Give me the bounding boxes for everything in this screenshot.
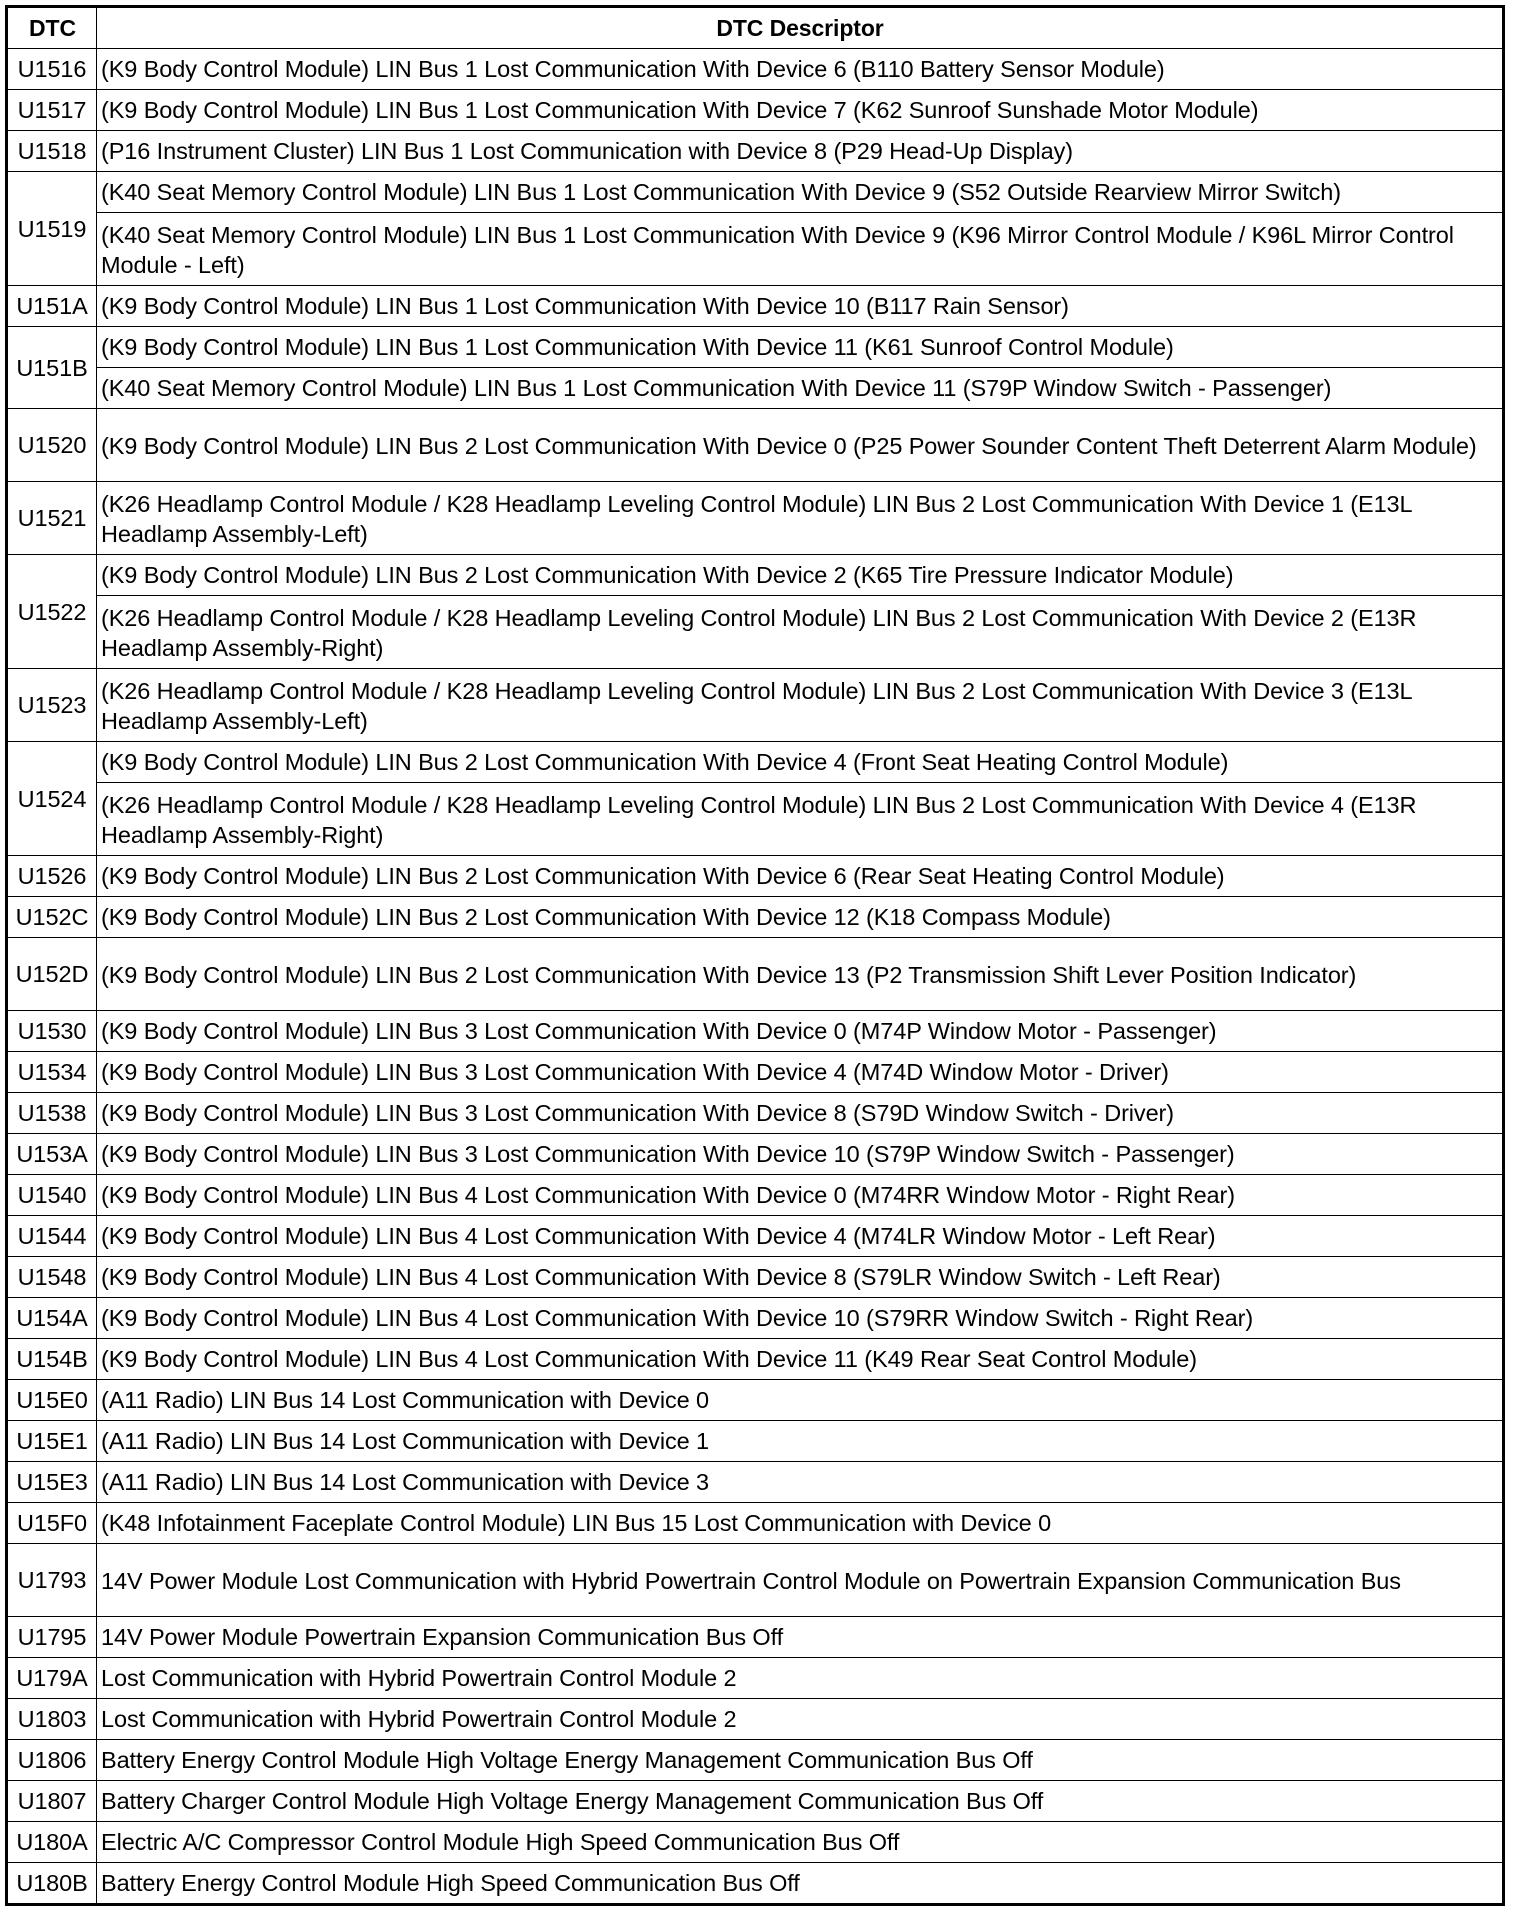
dtc-code: U154B [7, 1339, 97, 1380]
dtc-code: U1517 [7, 90, 97, 131]
table-row [7, 555, 1504, 596]
dtc-descriptor: (K48 Infotainment Faceplate Control Module) LIN Bus 15 Lost Communication with Device 0 [97, 1503, 1504, 1544]
table-row [7, 1544, 1504, 1617]
dtc-code: U151B [7, 327, 97, 409]
dtc-code: U151A [7, 286, 97, 327]
dtc-descriptor: (K9 Body Control Module) LIN Bus 1 Lost Communication With Device 6 (B110 Battery Sensor Module) [97, 49, 1504, 90]
dtc-code: U153A [7, 1134, 97, 1175]
table-row [7, 1421, 1504, 1462]
dtc-descriptor: (K9 Body Control Module) LIN Bus 4 Lost Communication With Device 10 (S79RR Window Switch - Right Rear) [97, 1298, 1504, 1339]
table-row [7, 1257, 1504, 1298]
dtc-code: U15E0 [7, 1380, 97, 1421]
table-header-row [7, 7, 1504, 49]
dtc-descriptor: (K9 Body Control Module) LIN Bus 3 Lost Communication With Device 4 (M74D Window Motor - Driver) [97, 1052, 1504, 1093]
table-row [7, 1699, 1504, 1740]
dtc-descriptor: (K9 Body Control Module) LIN Bus 2 Lost Communication With Device 4 (Front Seat Heating Control Module) [97, 742, 1504, 783]
dtc-descriptor: (K9 Body Control Module) LIN Bus 4 Lost Communication With Device 4 (M74LR Window Motor - Left Rear) [97, 1216, 1504, 1257]
dtc-descriptor: 14V Power Module Powertrain Expansion Communication Bus Off [97, 1617, 1504, 1658]
table-row [7, 1503, 1504, 1544]
dtc-code: U1526 [7, 856, 97, 897]
table-row [7, 1052, 1504, 1093]
table-row [7, 1380, 1504, 1421]
table-row [7, 1658, 1504, 1699]
dtc-code: U180B [7, 1863, 97, 1905]
dtc-code: U180A [7, 1822, 97, 1863]
dtc-code: U152C [7, 897, 97, 938]
dtc-descriptor: Lost Communication with Hybrid Powertrain Control Module 2 [97, 1658, 1504, 1699]
table-body [7, 49, 1504, 1905]
dtc-code: U1548 [7, 1257, 97, 1298]
dtc-descriptor: Battery Energy Control Module High Voltage Energy Management Communication Bus Off [97, 1740, 1504, 1781]
table-row [7, 1781, 1504, 1822]
dtc-code: U1522 [7, 555, 97, 669]
dtc-code: U1518 [7, 131, 97, 172]
dtc-code: U1530 [7, 1011, 97, 1052]
column-header-dtc: DTC [7, 7, 97, 49]
dtc-descriptor: (P16 Instrument Cluster) LIN Bus 1 Lost Communication with Device 8 (P29 Head-Up Display) [97, 131, 1504, 172]
dtc-descriptor: (K9 Body Control Module) LIN Bus 4 Lost Communication With Device 11 (K49 Rear Seat Control Module) [97, 1339, 1504, 1380]
dtc-table [5, 5, 1505, 1906]
table-row [7, 1863, 1504, 1905]
dtc-code: U1521 [7, 482, 97, 555]
table-row [7, 1822, 1504, 1863]
dtc-descriptor: Battery Energy Control Module High Speed Communication Bus Off [97, 1863, 1504, 1905]
table-row [7, 1462, 1504, 1503]
table-row [7, 1740, 1504, 1781]
table-row [7, 368, 1504, 409]
table-row [7, 669, 1504, 742]
table-row [7, 938, 1504, 1011]
table-row [7, 856, 1504, 897]
dtc-descriptor: (K9 Body Control Module) LIN Bus 4 Lost Communication With Device 8 (S79LR Window Switch - Left Rear) [97, 1257, 1504, 1298]
dtc-descriptor: (K26 Headlamp Control Module / K28 Headlamp Leveling Control Module) LIN Bus 2 Lost Communication With Device 4 (E13R Headlamp Assembly-Right) [97, 783, 1504, 856]
table-row [7, 1011, 1504, 1052]
dtc-code: U1793 [7, 1544, 97, 1617]
table-row [7, 49, 1504, 90]
table-row [7, 409, 1504, 482]
dtc-descriptor: (A11 Radio) LIN Bus 14 Lost Communication with Device 1 [97, 1421, 1504, 1462]
dtc-code: U1803 [7, 1699, 97, 1740]
table-row [7, 742, 1504, 783]
dtc-descriptor: (K9 Body Control Module) LIN Bus 2 Lost Communication With Device 13 (P2 Transmission Shift Lever Position Indicator) [97, 938, 1504, 1011]
table-row [7, 783, 1504, 856]
dtc-code: U179A [7, 1658, 97, 1699]
table-row [7, 131, 1504, 172]
table-row [7, 1216, 1504, 1257]
dtc-descriptor: (K40 Seat Memory Control Module) LIN Bus 1 Lost Communication With Device 9 (S52 Outside Rearview Mirror Switch) [97, 172, 1504, 213]
dtc-code: U15E1 [7, 1421, 97, 1462]
dtc-code: U1544 [7, 1216, 97, 1257]
dtc-code: U154A [7, 1298, 97, 1339]
dtc-descriptor: (K26 Headlamp Control Module / K28 Headlamp Leveling Control Module) LIN Bus 2 Lost Communication With Device 3 (E13L Headlamp Assembly-Left) [97, 669, 1504, 742]
table-row [7, 327, 1504, 368]
table-row [7, 596, 1504, 669]
dtc-descriptor: (A11 Radio) LIN Bus 14 Lost Communication with Device 3 [97, 1462, 1504, 1503]
column-header-descriptor: DTC Descriptor [97, 7, 1504, 49]
dtc-descriptor: (K9 Body Control Module) LIN Bus 3 Lost Communication With Device 0 (M74P Window Motor - Passenger) [97, 1011, 1504, 1052]
table-row [7, 172, 1504, 213]
dtc-descriptor: Electric A/C Compressor Control Module High Speed Communication Bus Off [97, 1822, 1504, 1863]
dtc-code: U1523 [7, 669, 97, 742]
table-row [7, 1093, 1504, 1134]
table-row [7, 1134, 1504, 1175]
dtc-code: U1538 [7, 1093, 97, 1134]
table-row [7, 1175, 1504, 1216]
dtc-code: U1524 [7, 742, 97, 856]
dtc-descriptor: 14V Power Module Lost Communication with Hybrid Powertrain Control Module on Powertrain Expansion Communication Bus [97, 1544, 1504, 1617]
dtc-descriptor: (K9 Body Control Module) LIN Bus 3 Lost Communication With Device 10 (S79P Window Switch - Passenger) [97, 1134, 1504, 1175]
dtc-descriptor: (K40 Seat Memory Control Module) LIN Bus 1 Lost Communication With Device 9 (K96 Mirror Control Module / K96L Mirror Control Module - Left) [97, 213, 1504, 286]
dtc-descriptor: (K9 Body Control Module) LIN Bus 3 Lost Communication With Device 8 (S79D Window Switch - Driver) [97, 1093, 1504, 1134]
table-row [7, 897, 1504, 938]
dtc-code: U1540 [7, 1175, 97, 1216]
dtc-code: U15F0 [7, 1503, 97, 1544]
table-row [7, 1617, 1504, 1658]
table-row [7, 1298, 1504, 1339]
dtc-descriptor: (K9 Body Control Module) LIN Bus 1 Lost Communication With Device 7 (K62 Sunroof Sunshade Motor Module) [97, 90, 1504, 131]
table-row [7, 90, 1504, 131]
dtc-code: U1534 [7, 1052, 97, 1093]
dtc-code: U1806 [7, 1740, 97, 1781]
dtc-code: U152D [7, 938, 97, 1011]
dtc-code: U1795 [7, 1617, 97, 1658]
table-row [7, 213, 1504, 286]
dtc-code: U1807 [7, 1781, 97, 1822]
dtc-descriptor: (K9 Body Control Module) LIN Bus 1 Lost Communication With Device 11 (K61 Sunroof Control Module) [97, 327, 1504, 368]
dtc-descriptor: (K9 Body Control Module) LIN Bus 2 Lost Communication With Device 2 (K65 Tire Pressure Indicator Module) [97, 555, 1504, 596]
dtc-descriptor: (K9 Body Control Module) LIN Bus 2 Lost Communication With Device 12 (K18 Compass Module) [97, 897, 1504, 938]
table-row [7, 482, 1504, 555]
dtc-code: U1516 [7, 49, 97, 90]
dtc-descriptor: (K9 Body Control Module) LIN Bus 1 Lost Communication With Device 10 (B117 Rain Sensor) [97, 286, 1504, 327]
dtc-descriptor: Lost Communication with Hybrid Powertrain Control Module 2 [97, 1699, 1504, 1740]
dtc-descriptor: Battery Charger Control Module High Voltage Energy Management Communication Bus Off [97, 1781, 1504, 1822]
dtc-descriptor: (K40 Seat Memory Control Module) LIN Bus 1 Lost Communication With Device 11 (S79P Window Switch - Passenger) [97, 368, 1504, 409]
dtc-descriptor: (K9 Body Control Module) LIN Bus 2 Lost Communication With Device 6 (Rear Seat Heating Control Module) [97, 856, 1504, 897]
dtc-code: U1520 [7, 409, 97, 482]
dtc-descriptor: (K26 Headlamp Control Module / K28 Headlamp Leveling Control Module) LIN Bus 2 Lost Communication With Device 2 (E13R Headlamp Assembly-Right) [97, 596, 1504, 669]
table-row [7, 1339, 1504, 1380]
dtc-descriptor: (K9 Body Control Module) LIN Bus 2 Lost Communication With Device 0 (P25 Power Sounder Content Theft Deterrent Alarm Module) [97, 409, 1504, 482]
dtc-code: U15E3 [7, 1462, 97, 1503]
dtc-descriptor: (A11 Radio) LIN Bus 14 Lost Communication with Device 0 [97, 1380, 1504, 1421]
dtc-descriptor: (K9 Body Control Module) LIN Bus 4 Lost Communication With Device 0 (M74RR Window Motor - Right Rear) [97, 1175, 1504, 1216]
dtc-code: U1519 [7, 172, 97, 286]
table-row [7, 286, 1504, 327]
dtc-descriptor: (K26 Headlamp Control Module / K28 Headlamp Leveling Control Module) LIN Bus 2 Lost Communication With Device 1 (E13L Headlamp Assembly-Left) [97, 482, 1504, 555]
